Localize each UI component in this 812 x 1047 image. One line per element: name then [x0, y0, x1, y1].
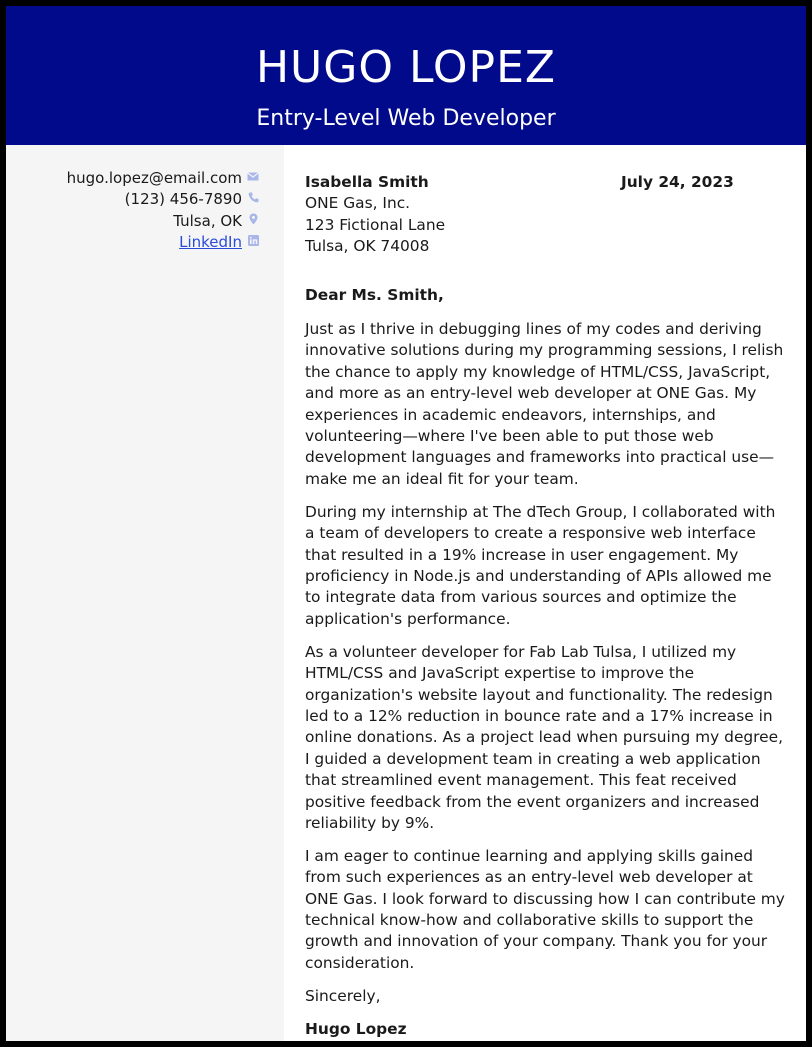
contact-email — [67, 167, 260, 189]
map-pin-icon — [246, 213, 260, 228]
header-banner — [6, 6, 806, 145]
salutation: Dear Ms. Smith, — [305, 286, 444, 304]
letter-paragraphs — [305, 319, 787, 1040]
recipient-name: Isabella Smith — [305, 173, 429, 191]
letter-date: July 24, 2023 — [621, 173, 734, 191]
recipient-street: 123 Fictional Lane — [305, 215, 446, 234]
recipient-company: ONE Gas, Inc. — [305, 194, 411, 213]
applicant-name: HUGO LOPEZ — [255, 42, 557, 93]
linkedin-icon — [246, 235, 260, 249]
contact-location — [67, 210, 260, 232]
paragraph: I am eager to continue learning and applying skills gained from such experiences as an entry-level web developer at ONE Gas. I look forward to discussing how I can contribute my technical know-how and collaborative skills to support the growth and innovation of your company. Thank you for your consideration. — [305, 846, 785, 972]
paragraph: During my internship at The dTech Group, I collaborated with a team of developers to create a responsive web interface that resulted in a 19% increase in user engagement. My proficiency in Node.js and understanding of APIs allowed me to integrate data from various sources and optimize the application's performance. — [305, 502, 776, 628]
paragraph: As a volunteer developer for Fab Lab Tulsa, I utilized my HTML/CSS and JavaScript expertise to improve the organization's website layout and functionality. The redesign led to a 12% reduction in bounce rate and a 17% increase in online donations. As a project lead when pursuing my degree, I guided a development team in creating a web application that streamlined event management. This feat received positive feedback from the event organizers and increased reliability by 9%. — [305, 642, 783, 832]
signature: Hugo Lopez — [305, 1019, 407, 1038]
contact-sidebar — [6, 145, 284, 1041]
contact-linkedin — [67, 232, 260, 254]
phone-icon — [246, 192, 260, 206]
linkedin-link[interactable]: LinkedIn — [179, 233, 242, 252]
cover-letter-page — [6, 6, 806, 1041]
applicant-title: Entry-Level Web Developer — [256, 106, 556, 131]
envelope-icon — [246, 171, 260, 184]
recipient-city: Tulsa, OK 74008 — [305, 237, 430, 256]
closing: Sincerely, — [305, 986, 381, 1005]
location-text: Tulsa, OK — [173, 211, 242, 230]
contact-list — [67, 167, 260, 253]
contact-phone — [67, 189, 260, 211]
email-text: hugo.lopez@email.com — [66, 168, 242, 187]
paragraph: Just as I thrive in debugging lines of my codes and deriving innovative solutions during my programming sessions, I relish the chance to apply my knowledge of HTML/CSS, JavaScript, and more as an entry-level web developer at ONE Gas. My experiences in academic endeavors, internships, and volunteering—where I've been able to put those web development languages and frameworks into practical use—make me an ideal fit for your team. — [305, 320, 784, 488]
phone-text: (123) 456-7890 — [124, 190, 242, 209]
